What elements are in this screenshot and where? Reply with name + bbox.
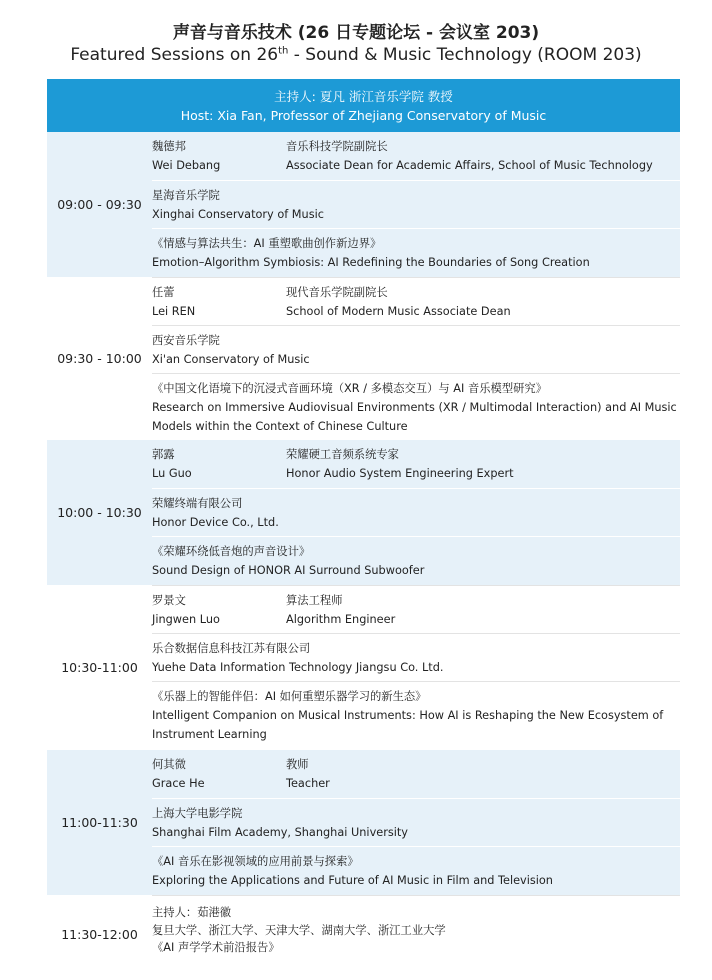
session-content [152, 750, 680, 895]
title-chinese: 声音与音乐技术 (26 日专题论坛 - 会议室 203) [172, 23, 540, 43]
speaker-name-cn: 任蕾 [152, 286, 175, 299]
speaker-name-cn: 罗景文 [152, 594, 186, 607]
speaker-role-cn: 音乐科技学院副院长 [286, 140, 388, 153]
session-time: 09:30 - 10:00 [57, 351, 142, 366]
host-english: Host: Xia Fan, Professor of Zhejiang Conservatory of Music [180, 108, 547, 123]
session-time: 11:00-11:30 [61, 815, 138, 830]
speaker-name-cn: 郭露 [152, 448, 175, 461]
talk-title-en: Exploring the Applications and Future of AI Music in Film and Television [152, 874, 553, 887]
speaker-name-cn: 何其微 [152, 758, 186, 771]
talk-title-cn: 《荣耀环绕低音炮的声音设计》 [152, 545, 311, 558]
talk-cell [152, 373, 680, 440]
title-english-sup: th [278, 45, 289, 57]
talk-title-en: Intelligent Companion on Musical Instruments: How AI is Reshaping the New Ecosystem of Instrument Learning [152, 709, 664, 741]
speaker-role-cn: 荣耀硬工音频系统专家 [286, 448, 399, 461]
speaker-name-en: Lei REN [152, 305, 196, 318]
org-en: Honor Device Co., Ltd. [152, 516, 279, 529]
speaker-name-en: Wei Debang [152, 159, 221, 172]
speaker-name-en: Grace He [152, 777, 205, 790]
org-en: Xinghai Conservatory of Music [152, 208, 324, 221]
session-time: 09:00 - 09:30 [57, 197, 142, 212]
talk-cell [152, 536, 680, 585]
session-content [152, 132, 680, 277]
talk-cell [152, 228, 680, 277]
speaker-cell [152, 585, 680, 633]
speaker-role-en: Teacher [286, 777, 330, 790]
speaker-role-cn: 现代音乐学院副院长 [286, 286, 388, 299]
org-cn: 星海音乐学院 [152, 189, 220, 202]
speaker-role-cn: 算法工程师 [286, 594, 343, 607]
talk-title-cn: 《中国文化语境下的沉浸式音画环境（XR / 多模态交互）与 AI 音乐模型研究》 [152, 382, 548, 395]
session-content [152, 585, 680, 750]
title-english [0, 45, 712, 65]
talk-title-en: Sound Design of HONOR AI Surround Subwoofer [152, 564, 425, 577]
session-time: 10:30-11:00 [61, 660, 138, 675]
org-cell [152, 325, 680, 373]
org-en: Yuehe Data Information Technology Jiangsu Co. Ltd. [152, 661, 444, 674]
session-3 [47, 440, 680, 585]
speaker-name-cn: 魏德邦 [152, 140, 186, 153]
panel-host: 主持人：茹港徽 [152, 906, 232, 919]
talk-title-cn: 《AI 音乐在影视领域的应用前景与探索》 [152, 855, 359, 868]
session-content [152, 440, 680, 585]
panel-cell [152, 895, 680, 973]
session-1 [47, 132, 680, 277]
org-cell [152, 180, 680, 228]
host-bar [47, 79, 680, 132]
talk-title-en: Research on Immersive Audiovisual Environments (XR / Multimodal Interaction) and AI Music Models within the Context of Chinese Culture [152, 401, 677, 433]
speaker-name-en: Lu Guo [152, 467, 192, 480]
org-cn: 荣耀终端有限公司 [152, 497, 243, 510]
session-2 [47, 277, 680, 440]
speaker-role-cn: 教师 [286, 758, 309, 771]
title-english-prefix: Featured Sessions on 26 [70, 45, 279, 65]
speaker-name-en: Jingwen Luo [152, 613, 220, 626]
talk-title-cn: 《情感与算法共生：AI 重塑歌曲创作新边界》 [152, 237, 382, 250]
session-content [152, 277, 680, 440]
org-cn: 上海大学电影学院 [152, 807, 243, 820]
org-en: Shanghai Film Academy, Shanghai University [152, 826, 408, 839]
speaker-role-en: School of Modern Music Associate Dean [286, 305, 511, 318]
session-time: 10:00 - 10:30 [57, 505, 142, 520]
session-content [152, 895, 680, 973]
talk-cell [152, 681, 680, 750]
schedule-table [47, 79, 680, 973]
speaker-role-en: Algorithm Engineer [286, 613, 396, 626]
org-cell [152, 488, 680, 536]
talk-cell [152, 846, 680, 895]
title-english-suffix: - Sound & Music Technology (ROOM 203) [288, 45, 642, 65]
speaker-role-en: Honor Audio System Engineering Expert [286, 467, 514, 480]
talk-title-en: Emotion–Algorithm Symbiosis: AI Redefining the Boundaries of Song Creation [152, 256, 590, 269]
speaker-role-en: Associate Dean for Academic Affairs, School of Music Technology [286, 159, 653, 172]
org-cell [152, 798, 680, 846]
speaker-cell [152, 750, 680, 798]
session-5 [47, 750, 680, 895]
org-cn: 乐合数据信息科技江苏有限公司 [152, 642, 311, 655]
panel-talk-title: 《AI 声学学术前沿报告》 [152, 941, 280, 954]
panel-universities: 复旦大学、浙江大学、天津大学、湖南大学、浙江工业大学 [152, 923, 446, 937]
session-4 [47, 585, 680, 750]
org-cell [152, 633, 680, 681]
session-time: 11:30-12:00 [61, 926, 138, 942]
org-cn: 西安音乐学院 [152, 334, 220, 347]
speaker-cell [152, 277, 680, 325]
speaker-cell [152, 132, 680, 180]
talk-title-cn: 《乐器上的智能伴侣：AI 如何重塑乐器学习的新生态》 [152, 690, 427, 703]
host-chinese: 主持人: 夏凡 浙江音乐学院 教授 [274, 89, 453, 104]
org-en: Xi'an Conservatory of Music [152, 353, 310, 366]
session-6 [47, 895, 680, 973]
speaker-cell [152, 440, 680, 488]
